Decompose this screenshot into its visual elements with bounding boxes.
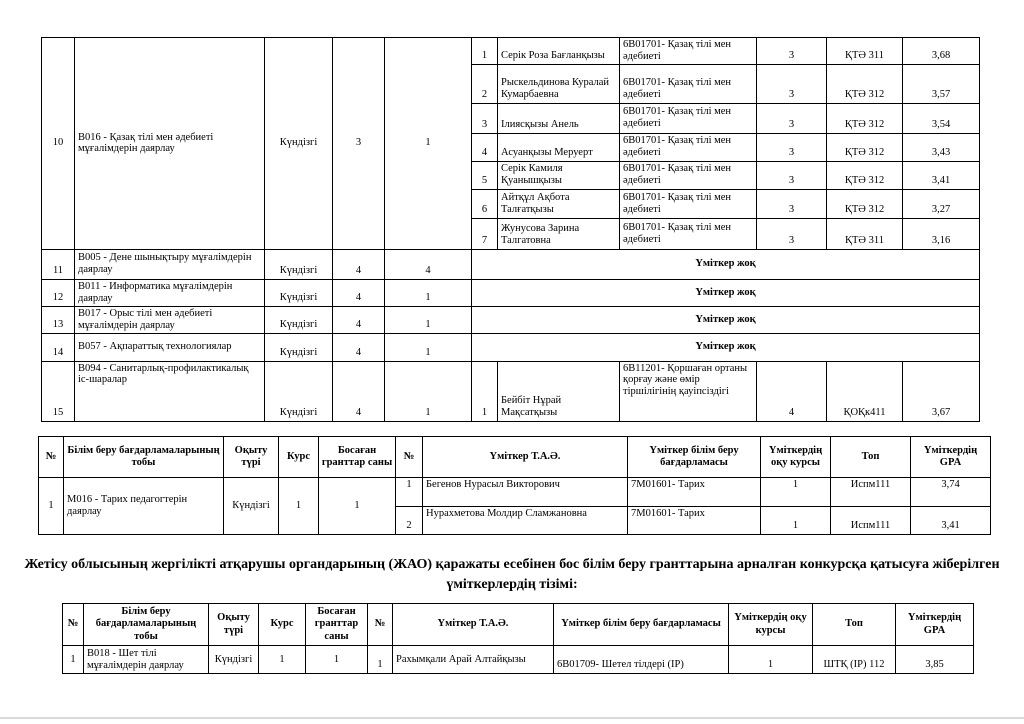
study-form-cell: Күндізгі <box>209 646 259 674</box>
course-cell: 4 <box>333 361 385 421</box>
table-row <box>42 38 980 65</box>
vacant-grants-cell: 1 <box>385 306 472 333</box>
header-program-group: Білім беру бағдарламаларының тобы <box>84 604 209 646</box>
candidate-program-cell: 7М01601- Тарих <box>628 478 761 507</box>
candidate-name-cell: Асуанқызы Меруерт <box>498 133 620 161</box>
table-header-row <box>39 437 991 478</box>
candidate-course-cell: 4 <box>757 361 827 421</box>
study-form-cell: Күндізгі <box>265 361 333 421</box>
table-row <box>42 361 980 421</box>
header-candidate-name: Үміткер Т.А.Ә. <box>423 437 628 478</box>
row-number-cell: 12 <box>42 279 75 306</box>
header-candidate-number: № <box>368 604 393 646</box>
program-group-cell: B011 - Информатика мұғалімдерін даярлау <box>75 279 265 306</box>
candidate-gpa-cell: 3,85 <box>896 646 974 674</box>
candidate-name-cell: Бейбіт Нұрай Мақсатқызы <box>498 361 620 421</box>
table-row <box>42 333 980 361</box>
study-form-cell: Күндізгі <box>265 249 333 279</box>
header-candidate-number: № <box>396 437 423 478</box>
candidate-program-cell: 6B01701- Қазақ тілі мен әдебиеті <box>620 38 757 65</box>
course-cell: 1 <box>279 478 319 535</box>
header-study-form: Оқыту түрі <box>209 604 259 646</box>
program-group-cell: B016 - Қазақ тілі мен әдебиеті мұғалімдерін даярлау <box>75 38 265 250</box>
candidate-name-cell: Серік Роза Бағланқызы <box>498 38 620 65</box>
candidate-program-cell: 6B01701- Қазақ тілі мен әдебиеті <box>620 218 757 249</box>
course-cell: 3 <box>333 38 385 250</box>
candidate-gpa-cell: 3,68 <box>903 38 980 65</box>
study-form-cell: Күндізгі <box>265 279 333 306</box>
candidate-gpa-cell: 3,43 <box>903 133 980 161</box>
header-group: Топ <box>831 437 911 478</box>
candidate-course-cell: 1 <box>761 507 831 535</box>
candidate-program-cell: 6B01701- Қазақ тілі мен әдебиеті <box>620 161 757 189</box>
vacant-grants-cell: 1 <box>385 279 472 306</box>
candidate-gpa-cell: 3,27 <box>903 189 980 218</box>
program-group-cell: B057 - Ақпараттық технологиялар <box>75 333 265 361</box>
no-candidate-cell: Үміткер жоқ <box>472 279 980 306</box>
masters-grants-table <box>38 436 991 535</box>
candidate-gpa-cell: 3,41 <box>903 161 980 189</box>
header-gpa: Үміткердің GPA <box>911 437 991 478</box>
candidate-group-cell: ҚТӘ 312 <box>827 103 903 133</box>
candidate-number-cell: 7 <box>472 218 498 249</box>
candidate-group-cell: ҚТӘ 311 <box>827 218 903 249</box>
course-cell: 4 <box>333 306 385 333</box>
row-number-cell: 14 <box>42 333 75 361</box>
candidate-program-cell: 7М01601- Тарих <box>628 507 761 535</box>
table-row <box>39 478 991 507</box>
header-candidate-program: Үміткер білім беру бағдарламасы <box>554 604 729 646</box>
candidate-name-cell: Рахымқали Арай Алтайқызы <box>393 646 554 674</box>
no-candidate-cell: Үміткер жоқ <box>472 333 980 361</box>
table-row <box>42 279 980 306</box>
course-cell: 4 <box>333 333 385 361</box>
candidate-number-cell: 6 <box>472 189 498 218</box>
candidate-group-cell: ҚТӘ 312 <box>827 64 903 103</box>
header-candidate-name: Үміткер Т.А.Ә. <box>393 604 554 646</box>
row-number-cell: 15 <box>42 361 75 421</box>
header-number: № <box>63 604 84 646</box>
vacant-grants-cell: 1 <box>385 333 472 361</box>
candidate-number-cell: 1 <box>472 38 498 65</box>
header-vacant-grants: Босаған гранттар саны <box>319 437 396 478</box>
candidate-program-cell: 6B11201- Қоршаған ортаны қорғау және өмір тіршілігінің қауіпсіздігі <box>620 361 757 421</box>
section-heading: Жетісу облысының жергілікті атқарушы органдарының (ЖАО) қаражаты есебінен бос білім беру гранттарына арналған конкурсқа қатысуға жіберілген үміткерлердің тізімі: <box>24 557 1000 592</box>
candidate-group-cell: Испм111 <box>831 507 911 535</box>
course-cell: 4 <box>333 249 385 279</box>
candidate-course-cell: 3 <box>757 133 827 161</box>
candidate-name-cell: Айтқұл Ақбота Талғатқызы <box>498 189 620 218</box>
course-cell: 1 <box>259 646 306 674</box>
candidate-program-cell: 6B01701- Қазақ тілі мен әдебиеті <box>620 103 757 133</box>
vacant-grants-cell: 1 <box>385 361 472 421</box>
candidate-program-cell: 6B01701- Қазақ тілі мен әдебиеті <box>620 64 757 103</box>
header-candidate-course: Үміткердің оқу курсы <box>761 437 831 478</box>
candidate-gpa-cell: 3,41 <box>911 507 991 535</box>
candidate-course-cell: 3 <box>757 161 827 189</box>
candidate-course-cell: 1 <box>761 478 831 507</box>
program-group-cell: B018 - Шет тілі мұғалімдерін даярлау <box>84 646 209 674</box>
candidate-number-cell: 1 <box>368 646 393 674</box>
row-number-cell: 1 <box>39 478 64 535</box>
candidate-gpa-cell: 3,54 <box>903 103 980 133</box>
candidate-group-cell: ҚТӘ 312 <box>827 189 903 218</box>
candidate-gpa-cell: 3,74 <box>911 478 991 507</box>
candidate-number-cell: 2 <box>396 507 423 535</box>
table-header-row <box>63 604 974 646</box>
candidate-group-cell: ҚТӘ 311 <box>827 38 903 65</box>
candidate-group-cell: Испм111 <box>831 478 911 507</box>
grants-candidates-table-continued <box>41 37 980 422</box>
candidate-course-cell: 3 <box>757 189 827 218</box>
program-group-cell: B017 - Орыс тілі мен әдебиеті мұғалімдерін даярлау <box>75 306 265 333</box>
candidate-group-cell: ҚТӘ 312 <box>827 133 903 161</box>
study-form-cell: Күндізгі <box>224 478 279 535</box>
program-group-cell: B005 - Дене шынықтыру мұғалімдерін даярлау <box>75 249 265 279</box>
table-row <box>42 249 980 279</box>
vacant-grants-cell: 4 <box>385 249 472 279</box>
header-study-form: Оқыту түрі <box>224 437 279 478</box>
header-number: № <box>39 437 64 478</box>
candidate-number-cell: 5 <box>472 161 498 189</box>
header-program-group: Білім беру бағдарламаларының тобы <box>64 437 224 478</box>
header-gpa: Үміткердің GPA <box>896 604 974 646</box>
row-number-cell: 13 <box>42 306 75 333</box>
vacant-grants-cell: 1 <box>306 646 368 674</box>
study-form-cell: Күндізгі <box>265 306 333 333</box>
page-bottom-edge-line <box>0 717 1024 719</box>
candidate-name-cell: Ілиясқызы Анель <box>498 103 620 133</box>
candidate-program-cell: 6B01701- Қазақ тілі мен әдебиеті <box>620 133 757 161</box>
candidate-program-cell: 6B01709- Шетел тілдері (ІР) <box>554 646 729 674</box>
candidate-course-cell: 3 <box>757 64 827 103</box>
study-form-cell: Күндізгі <box>265 333 333 361</box>
candidate-course-cell: 1 <box>729 646 813 674</box>
candidate-group-cell: ҚОҚк411 <box>827 361 903 421</box>
header-group: Топ <box>813 604 896 646</box>
header-candidate-program: Үміткер білім беру бағдарламасы <box>628 437 761 478</box>
candidate-name-cell: Нурахметова Молдир Сламжановна <box>423 507 628 535</box>
candidate-number-cell: 3 <box>472 103 498 133</box>
candidate-gpa-cell: 3,67 <box>903 361 980 421</box>
zhao-grants-table <box>62 603 974 674</box>
vacant-grants-cell: 1 <box>319 478 396 535</box>
candidate-group-cell: ҚТӘ 312 <box>827 161 903 189</box>
row-number-cell: 11 <box>42 249 75 279</box>
candidate-name-cell: Бегенов Нурасыл Викторович <box>423 478 628 507</box>
table-row <box>63 646 974 674</box>
study-form-cell: Күндізгі <box>265 38 333 250</box>
no-candidate-cell: Үміткер жоқ <box>472 306 980 333</box>
candidate-number-cell: 2 <box>472 64 498 103</box>
header-candidate-course: Үміткердің оқу курсы <box>729 604 813 646</box>
vacant-grants-cell: 1 <box>385 38 472 250</box>
row-number-cell: 10 <box>42 38 75 250</box>
no-candidate-cell: Үміткер жоқ <box>472 249 980 279</box>
candidate-number-cell: 1 <box>472 361 498 421</box>
table-row <box>42 306 980 333</box>
header-course: Курс <box>259 604 306 646</box>
candidate-course-cell: 3 <box>757 218 827 249</box>
row-number-cell: 1 <box>63 646 84 674</box>
header-vacant-grants: Босаған гранттар саны <box>306 604 368 646</box>
candidate-course-cell: 3 <box>757 38 827 65</box>
program-group-cell: М016 - Тарих педагогтерін даярлау <box>64 478 224 535</box>
candidate-number-cell: 1 <box>396 478 423 507</box>
candidate-gpa-cell: 3,57 <box>903 64 980 103</box>
program-group-cell: B094 - Санитарлық-профилактикалық іс-шаралар <box>75 361 265 421</box>
candidate-group-cell: ШТҚ (ІР) 112 <box>813 646 896 674</box>
candidate-name-cell: Рыскельдинова Куралай Кумарбаевна <box>498 64 620 103</box>
candidate-name-cell: Жунусова Зарина Талгатовна <box>498 218 620 249</box>
header-course: Курс <box>279 437 319 478</box>
candidate-name-cell: Серік Камиля Қуанышқызы <box>498 161 620 189</box>
candidate-course-cell: 3 <box>757 103 827 133</box>
course-cell: 4 <box>333 279 385 306</box>
candidate-program-cell: 6B01701- Қазақ тілі мен әдебиеті <box>620 189 757 218</box>
candidate-number-cell: 4 <box>472 133 498 161</box>
candidate-gpa-cell: 3,16 <box>903 218 980 249</box>
